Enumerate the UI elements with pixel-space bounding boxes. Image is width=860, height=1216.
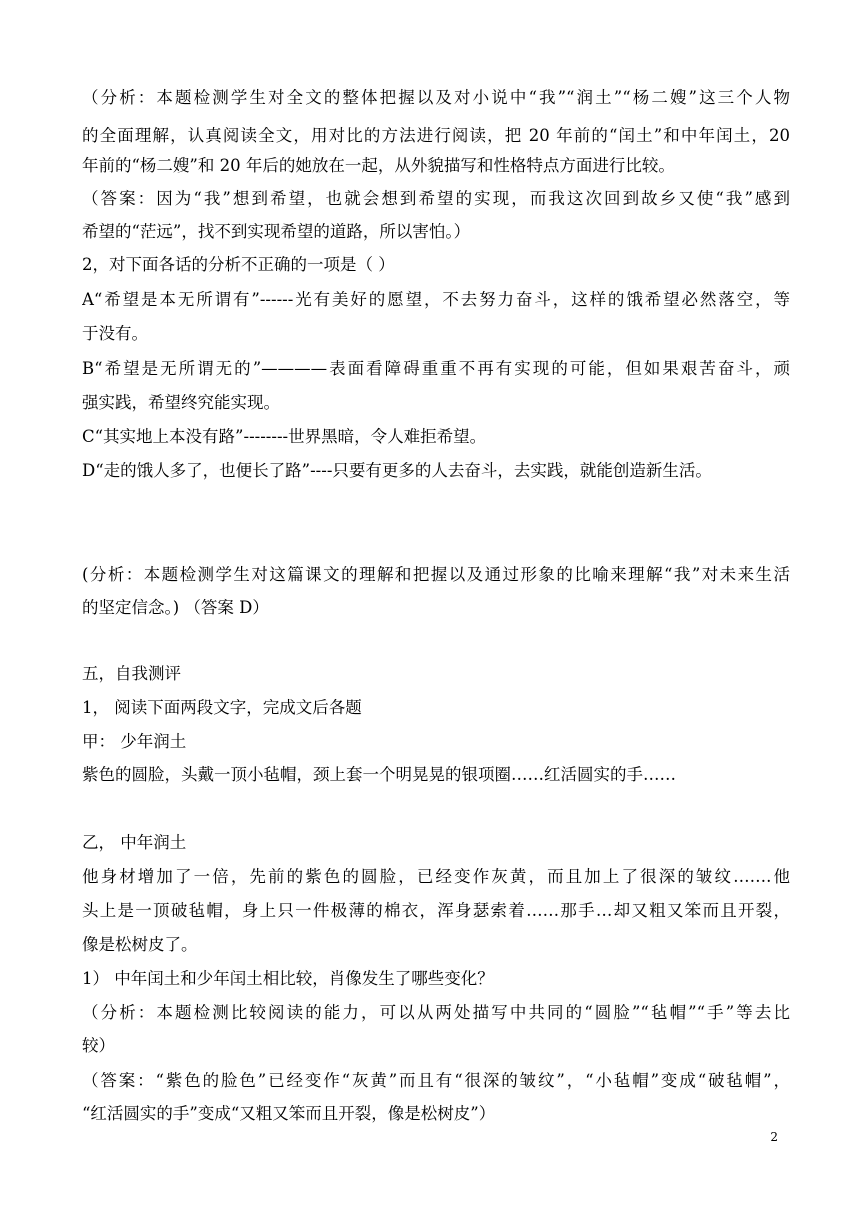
text-line: B“希望是无所谓无的”————表面看障碍重重不再有实现的可能，但如果艰苦奋斗，顽: [82, 359, 790, 378]
page-number: 2: [770, 1130, 778, 1144]
text-line: 2，对下面各话的分析不正确的一项是（ ）: [82, 255, 395, 274]
text-line: 头上是一顶破毡帽，身上只一件极薄的棉衣，浑身瑟索着……那手…却又粗又笨而且开裂，: [82, 901, 790, 920]
text-line: 他身材增加了一倍，先前的紫色的圆脸，已经变作灰黄，而且加上了很深的皱纹…….他: [82, 867, 790, 886]
text-line: A“希望是本无所谓有”------光有美好的愿望，不去努力奋斗，这样的饿希望必然落空，等: [82, 290, 790, 309]
text-line: 的坚定信念。) （答案 D）: [82, 598, 269, 617]
text-line: D“走的饿人多了，也便长了路”----只要有更多的人去奋斗，去实践，就能创造新生活。: [82, 461, 712, 480]
text-line: 强实践，希望终究能实现。: [82, 393, 280, 412]
text-line: 于没有。: [82, 324, 148, 343]
text-line: C“其实地上本没有路”--------世界黑暗，令人难拒希望。: [82, 427, 487, 446]
text-line: 年前的“杨二嫂”和 20 年后的她放在一起，从外貌描写和性格特点方面进行比较。: [82, 156, 675, 175]
text-line: （答案：“紫色的脸色”已经变作“灰黄”而且有“很深的皱纹”，“小毡帽”变成“破毡帽”，: [82, 1071, 790, 1090]
text-line: 五，自我测评: [82, 664, 181, 683]
text-line: 1， 阅读下面两段文字，完成文后各题: [82, 698, 362, 717]
text-line: 1） 中年闰土和少年闰土相比较，肖像发生了哪些变化？: [82, 969, 494, 988]
text-line: （答案：因为“我”想到希望，也就会想到希望的实现，而我这次回到故乡又使“我”感到: [82, 189, 790, 208]
text-line: 像是松树皮了。: [82, 935, 198, 954]
text-line: 的全面理解，认真阅读全文，用对比的方法进行阅读，把 20 年前的“闰土”和中年闰土，20: [82, 126, 790, 145]
text-line: （分析：本题检测比较阅读的能力，可以从两处描写中共同的“圆脸”“毡帽”“手”等去比: [82, 1003, 790, 1022]
text-line: (分析：本题检测学生对这篇课文的理解和把握以及通过形象的比喻来理解“我”对未来生活: [82, 565, 790, 584]
text-line: “红活圆实的手”变成“又粗又笨而且开裂，像是松树皮”）: [82, 1104, 496, 1123]
text-line: 甲： 少年润土: [82, 732, 187, 751]
text-line: 乙， 中年润土: [82, 833, 187, 852]
text-line: 希望的“茫远”，找不到实现希望的道路，所以害怕。）: [82, 222, 471, 241]
text-line: 紫色的圆脸，头戴一顶小毡帽，颈上套一个明晃晃的银项圈……红活圆实的手……: [82, 765, 676, 784]
text-line: （分析：本题检测学生对全文的整体把握以及对小说中“我”“润土”“杨二嫂”这三个人物: [82, 88, 790, 107]
text-line: 较）: [82, 1036, 115, 1055]
